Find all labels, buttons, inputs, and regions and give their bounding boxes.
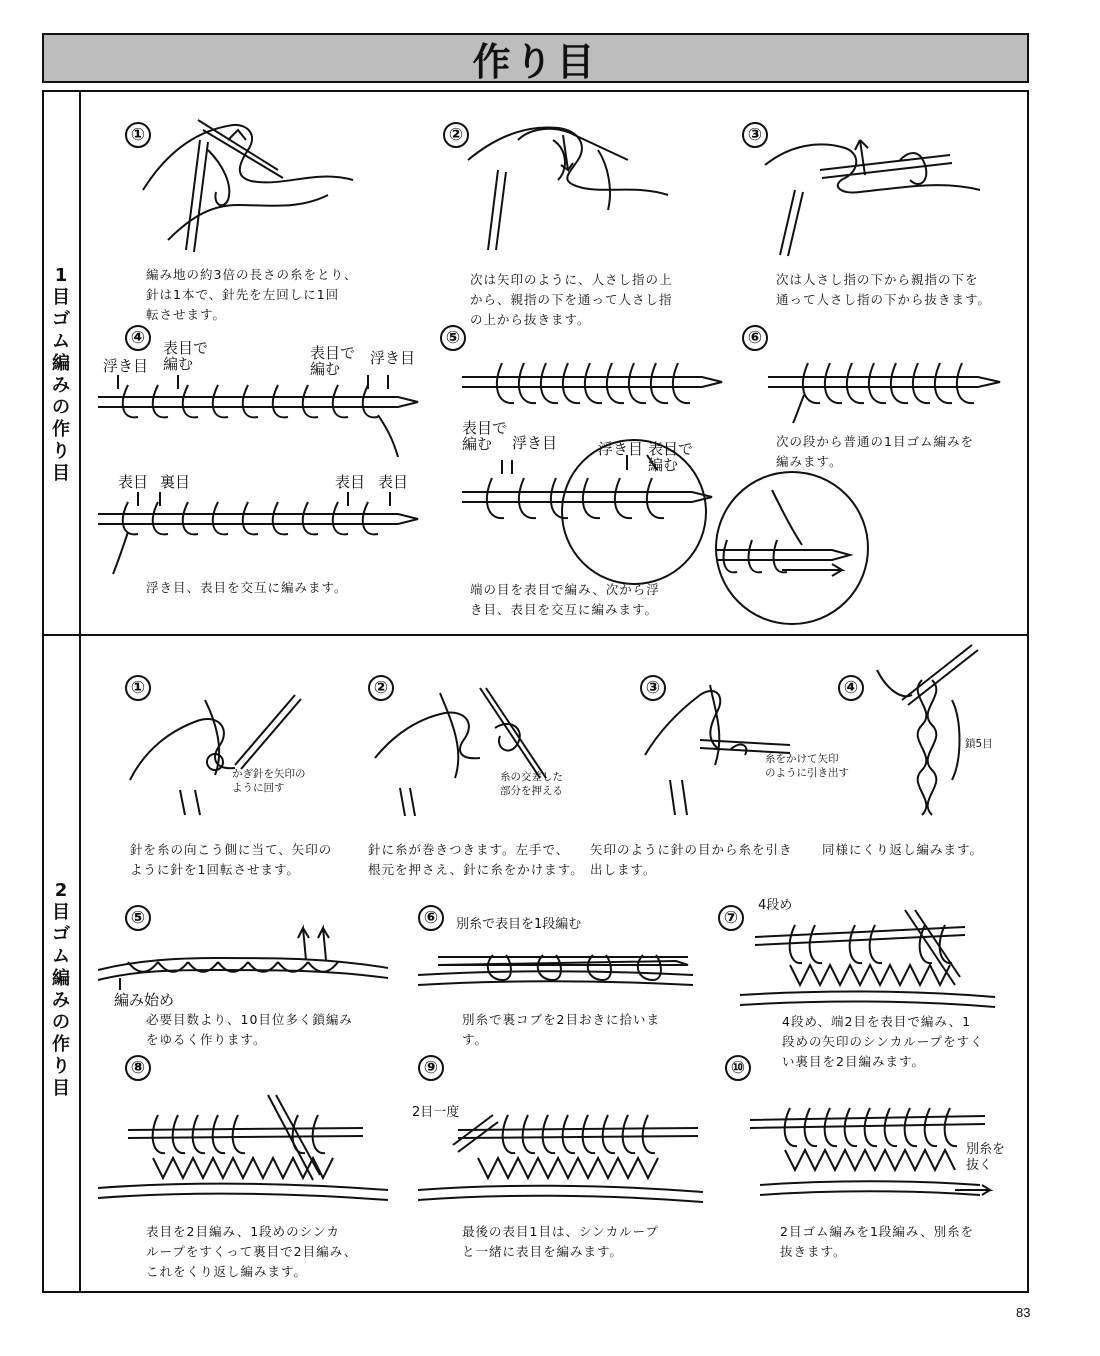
s1-step4-label-uki1: 浮き目 [103, 357, 149, 375]
s1-step5-label-uki2: 浮き目 [598, 440, 644, 458]
s2-step1-caption: 針を糸の向こう側に当て、矢印の ように針を1回転させます。 [130, 842, 333, 877]
s2-step6-number: ⑥ [418, 905, 444, 931]
section1-side-label [44, 265, 78, 485]
s2-step5-number: ⑤ [125, 905, 151, 931]
section2-side-label-char: ム [52, 946, 70, 967]
s1-step5-caption: 端の目を表目で編み、次から浮 き目、表目を交互に編みます。 [470, 582, 660, 617]
s1-step4-label-omote2: 表目で 編む [310, 344, 356, 378]
section2-side-label-char: の [52, 1012, 70, 1033]
s2-step4-number: ④ [838, 675, 864, 701]
section-divider [42, 634, 1029, 636]
s1-step1-number: ① [125, 122, 151, 148]
s1-step2-number: ② [443, 122, 469, 148]
side-column-divider [79, 90, 81, 1293]
s1-step4-caption: 浮き目、表目を交互に編みます。 [146, 580, 348, 595]
s2-step1-label: かぎ針を矢印の ように回す [232, 768, 306, 794]
s2-step4-chain-illustration [872, 640, 992, 830]
s2-step2-label: 糸の交差した 部分を押える [500, 771, 563, 797]
s1-step5-needle-row1 [462, 355, 732, 415]
section2-side-label-char: 2 [54, 880, 68, 901]
s2-step7-knitting-illustration [740, 905, 1000, 1015]
section2-side-label-char: ゴ [52, 924, 70, 945]
s2-step10-label: 別糸を 抜く [966, 1142, 1006, 1173]
section1-side-label-char: み [52, 375, 70, 396]
s2-step3-label: 糸をかけて矢印 のように引き出す [765, 753, 849, 779]
s2-step9-knitting-illustration [418, 1090, 708, 1210]
section2-side-label [44, 880, 78, 1100]
s1-step4-needle-row2 [98, 492, 428, 577]
s2-step6-needle-illustration [418, 935, 698, 995]
s1-step4-needle-row1 [98, 375, 428, 460]
s2-step2-hook-illustration [370, 688, 560, 818]
s1-step6-needle-row [768, 355, 1008, 425]
section2-side-label-char: り [52, 1056, 70, 1077]
s2-step7-number: ⑦ [718, 905, 744, 931]
s1-step4-label-uki2: 浮き目 [370, 349, 416, 367]
s2-step1-hook-illustration [125, 690, 345, 820]
s1-step5-label-omote2: 表目で 編む [648, 440, 694, 474]
s2-step3-hook-illustration [640, 680, 800, 820]
s1-step6-number: ⑥ [742, 325, 768, 351]
s1-step2-caption: 次は矢印のように、人さし指の上 から、親指の下を通って人さし指 の上から抜きます。 [470, 272, 673, 327]
s2-step5-label: 編み始め [114, 991, 175, 1009]
s2-step9-label: 2目一度 [412, 1105, 460, 1120]
s1-step5-number: ⑤ [440, 325, 466, 351]
section2-side-label-char: 目 [52, 902, 70, 923]
page-title: 作り目 [472, 39, 599, 84]
s2-step3-number: ③ [640, 675, 666, 701]
s1-step3-number: ③ [742, 122, 768, 148]
section2-side-label-char: 目 [52, 1078, 70, 1099]
s2-step4-caption: 同様にくり返し編みます。 [822, 842, 984, 857]
s1-step5-label-uki1: 浮き目 [512, 434, 558, 452]
s2-step4-label: 鎖5目 [965, 738, 993, 750]
s1-step6-detail-circle [712, 470, 872, 630]
s2-step7-label: 4段め [758, 898, 793, 913]
s2-step6-label: 別糸で表目を1段編む [456, 917, 582, 932]
s1-step5-label-omote1: 表目で 編む [462, 419, 508, 453]
section1-side-label-char: ム [52, 331, 70, 352]
s2-step9-number: ⑨ [418, 1055, 444, 1081]
s2-step7-caption: 4段め、端2目を表目で編み、1 段めの矢印のシンカループをすく い裏目を2目編みます。 [782, 1014, 984, 1069]
section1-side-label-char: 1 [54, 265, 68, 286]
s2-step2-caption: 針に糸が巻きつきます。左手で、 根元を押さえ、針に糸をかけます。 [368, 842, 584, 877]
s1-step5-needle-detail [462, 440, 722, 600]
s2-step10-number: ⑩ [725, 1055, 751, 1081]
s1-step3-hand-illustration [760, 120, 990, 260]
s1-step3-caption: 次は人さし指の下から親指の下を 通って人さし指の下から抜きます。 [776, 272, 992, 307]
s1-step2-hand-illustration [458, 110, 678, 260]
section2-side-label-char: み [52, 990, 70, 1011]
section1-side-label-char: 編 [52, 353, 70, 374]
s2-step6-caption: 別糸で裏コブを2目おきに拾いま す。 [462, 1012, 660, 1047]
s2-step9-caption: 最後の表目1目は、シンカループ と一緒に表目を編みます。 [462, 1224, 660, 1259]
s2-step2-number: ② [368, 675, 394, 701]
section2-side-label-char: 編 [52, 968, 70, 989]
section2-side-label-char: 作 [52, 1034, 70, 1055]
s1-step6-caption: 次の段から普通の1目ゴム編みを 編みます。 [776, 434, 974, 469]
s1-step4-label-omote4: 表目 [335, 473, 366, 491]
s1-step1-hand-illustration [138, 110, 368, 260]
s1-step4-number: ④ [125, 325, 151, 351]
section1-side-label-char: 目 [52, 287, 70, 308]
s2-step8-caption: 表目を2目編み、1段めのシンカ ループをすくって裏目で2目編み、 これをくり返し編みます。 [146, 1224, 358, 1279]
s2-step8-number: ⑧ [125, 1055, 151, 1081]
section1-side-label-char: ゴ [52, 309, 70, 330]
s1-step4-label-omote3: 表目 [118, 473, 149, 491]
s2-step5-caption: 必要目数より、10目位多く鎖編み をゆるく作ります。 [146, 1012, 353, 1047]
page-number: 83 [1016, 1305, 1031, 1320]
s2-step3-caption: 矢印のように針の目から糸を引き 出します。 [590, 842, 793, 877]
section1-side-label-char: 目 [52, 463, 70, 484]
s1-step4-label-omote1: 表目で 編む [163, 339, 209, 373]
section1-side-label-char: り [52, 441, 70, 462]
section1-side-label-char: の [52, 397, 70, 418]
s1-step4-label-omote5: 表目 [378, 473, 409, 491]
s2-step1-number: ① [125, 675, 151, 701]
s2-step8-knitting-illustration [98, 1090, 393, 1210]
s2-step5-chain-illustration [98, 920, 393, 1000]
page-title-bar [42, 33, 1029, 83]
s1-step4-label-ura: 裏目 [160, 473, 191, 491]
s1-step1-caption: 編み地の約3倍の長さの糸をとり、 針は1本で、針先を左回しに1回 転させます。 [146, 267, 358, 322]
s2-step10-caption: 2目ゴム編みを1段編み、別糸を 抜きます。 [780, 1224, 975, 1259]
section1-side-label-char: 作 [52, 419, 70, 440]
